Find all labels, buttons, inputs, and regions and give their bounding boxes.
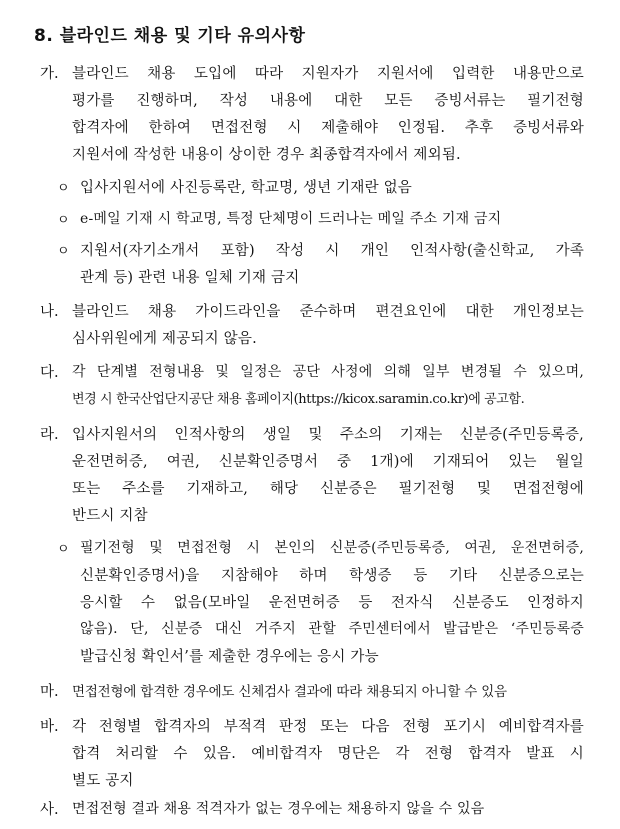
- bullet-text-line: 관계 등) 관련 내용 일체 기재 금지: [80, 270, 300, 286]
- item-text-line: 또는 주소를 기재하고, 해당 신분증은 필기전형 및 면접전형에: [72, 481, 584, 497]
- item-text-line: 블라인드 채용 도입에 따라 지원자가 지원서에 입력한 내용만으로: [72, 66, 584, 82]
- section-title: 8. 블라인드 채용 및 기타 유의사항: [34, 26, 306, 46]
- item-text-line: 면접전형 결과 채용 적격자가 없는 경우에는 채용하지 않을 수 있음: [72, 801, 485, 817]
- item-marker: 라.: [40, 427, 59, 443]
- item-text-line: 합격 처리할 수 있음. 예비합격자 명단은 각 전형 합격자 발표 시: [72, 746, 584, 762]
- item-text-line: 변경 시 한국산업단지공단 채용 홈페이지(https://kicox.saramin.co.kr)에 공고함.: [72, 392, 525, 407]
- item-text-line: 심사위원에게 제공되지 않음.: [72, 331, 257, 347]
- item-marker: 사.: [40, 802, 59, 818]
- item-text-line: 각 단계별 전형내용 및 일정은 공단 사정에 의해 일부 변경될 수 있으며,: [72, 364, 584, 380]
- item-text-line: 별도 공지: [72, 773, 134, 789]
- bullet-marker: ㅇ: [57, 542, 70, 557]
- bullet-text-line: 신분확인증명서)을 지참해야 하며 학생증 등 기타 신분증으로는: [80, 568, 584, 584]
- bullet-marker: ㅇ: [57, 213, 70, 228]
- bullet-text-line: 필기전형 및 면접전형 시 본인의 신분증(주민등록증, 여권, 운전면허증,: [80, 540, 584, 556]
- item-text-line: 합격자에 한하여 면접전형 시 제출해야 인정됨. 추후 증빙서류와: [72, 120, 584, 136]
- bullet-text-line: e-메일 기재 시 학교명, 특정 단체명이 드러나는 메일 주소 기재 금지: [80, 211, 502, 227]
- bullet-text-line: 않음). 단, 신분증 대신 거주지 관할 주민센터에서 발급받은 ‘주민등록증: [80, 621, 584, 637]
- bullet-text-line: 입사지원서에 사진등록란, 학교명, 생년 기재란 없음: [80, 180, 413, 196]
- item-text-line: 블라인드 채용 가이드라인을 준수하며 편견요인에 대한 개인정보는: [72, 304, 584, 320]
- item-text-line: 각 전형별 합격자의 부적격 판정 또는 다음 전형 포기시 예비합격자를: [72, 719, 584, 735]
- bullet-marker: ㅇ: [57, 181, 70, 196]
- bullet-text-line: 응시할 수 없음(모바일 운전면허증 등 전자식 신분증도 인정하지: [80, 595, 584, 611]
- item-marker: 바.: [40, 719, 59, 735]
- item-marker: 가.: [40, 66, 59, 82]
- item-text-line: 지원서에 작성한 내용이 상이한 경우 최종합격자에서 제외됨.: [72, 147, 461, 163]
- item-text-line: 반드시 지참: [72, 508, 148, 524]
- item-text-line: 운전면허증, 여권, 신분확인증명서 중 1개)에 기재되어 있는 월일: [72, 454, 584, 470]
- item-marker: 마.: [40, 684, 59, 700]
- item-text-line: 면접전형에 합격한 경우에도 신체검사 결과에 따라 채용되지 아니할 수 있음: [72, 684, 507, 700]
- bullet-text-line: 지원서(자기소개서 포함) 작성 시 개인 인적사항(출신학교, 가족: [80, 243, 584, 259]
- item-marker: 나.: [40, 304, 59, 320]
- item-marker: 다.: [40, 365, 59, 381]
- bullet-text-line: 발급신청 확인서’를 제출한 경우에는 응시 가능: [80, 649, 379, 665]
- item-text-line: 입사지원서의 인적사항의 생일 및 주소의 기재는 신분증(주민등록증,: [72, 427, 584, 443]
- item-text-line: 평가를 진행하며, 작성 내용에 대한 모든 증빙서류는 필기전형: [72, 93, 584, 109]
- bullet-marker: ㅇ: [57, 244, 70, 259]
